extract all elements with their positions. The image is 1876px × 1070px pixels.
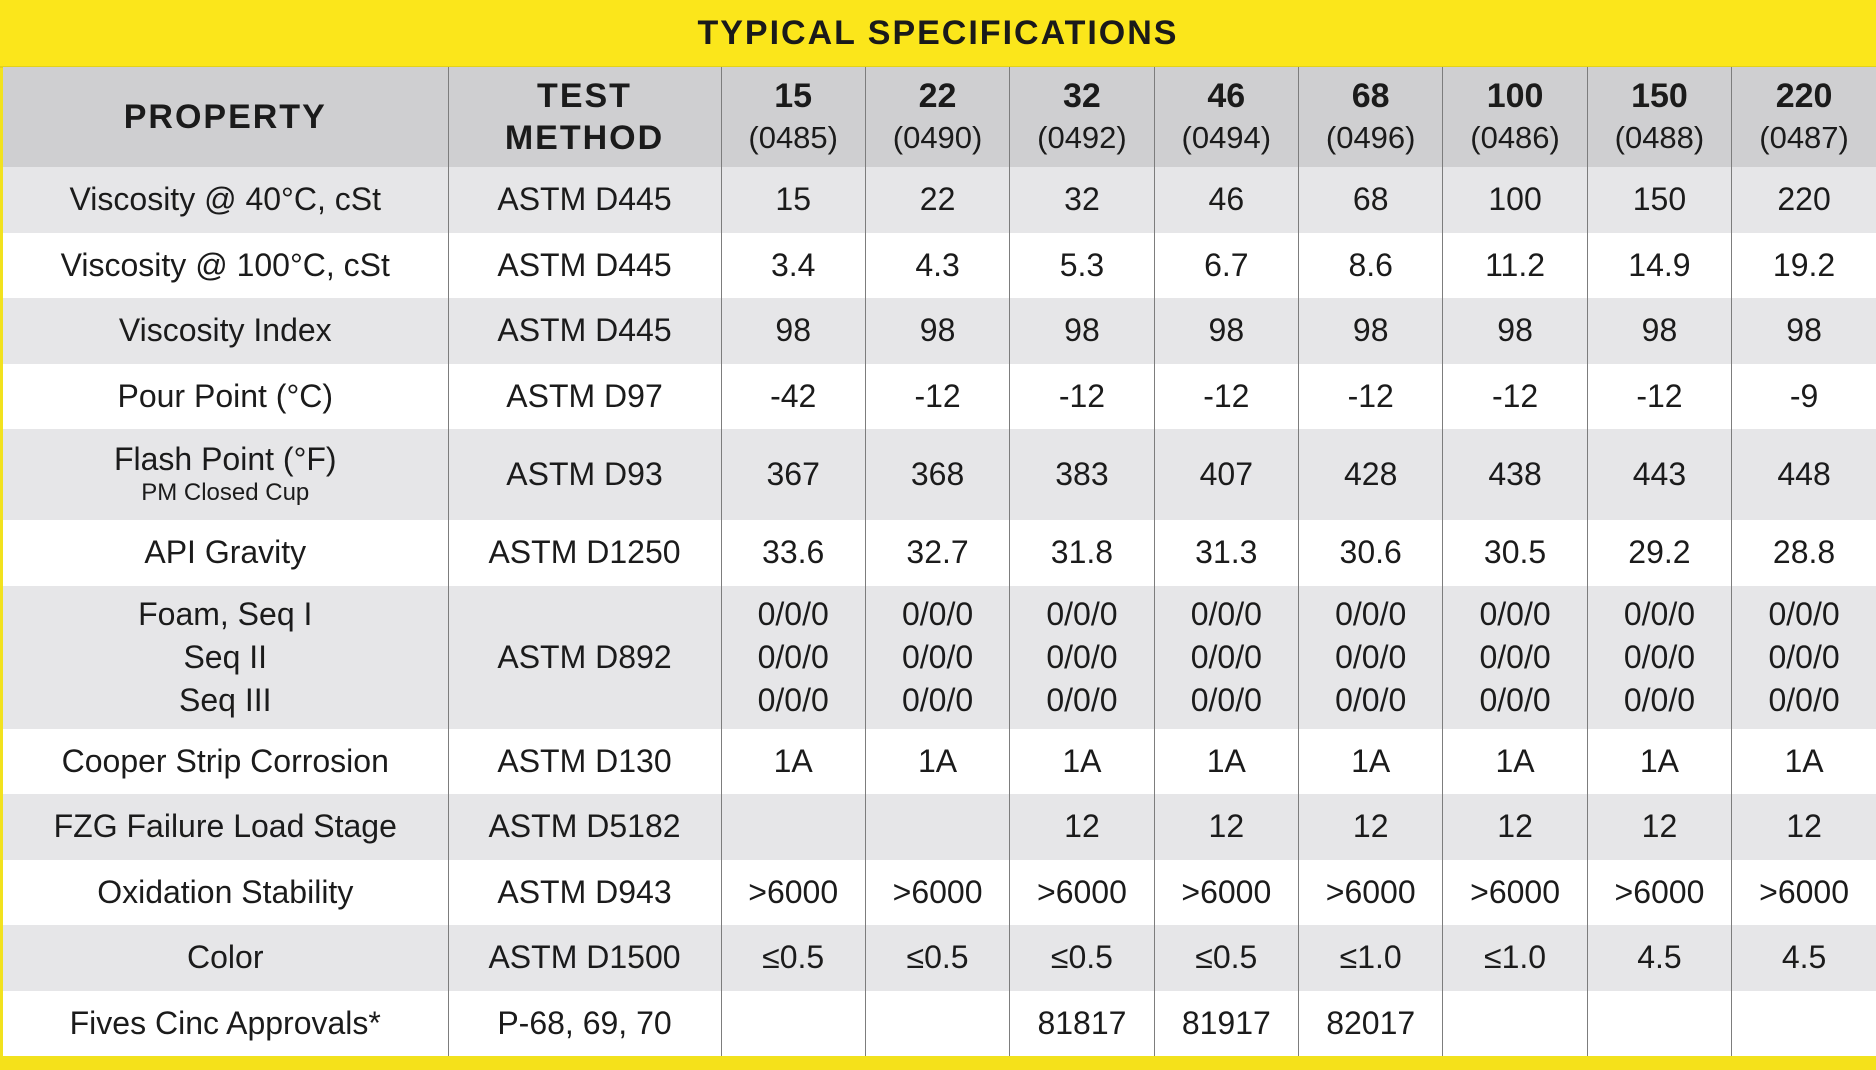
- value-line: 0/0/0: [757, 681, 829, 718]
- value-cell: >6000: [865, 860, 1009, 926]
- test-method-cell: ASTM D445: [448, 167, 721, 233]
- table-row: [3, 429, 1876, 520]
- test-method-cell: ASTM D943: [448, 860, 721, 926]
- header-grade-code: (0488): [1614, 120, 1705, 155]
- property-cell: [3, 364, 448, 430]
- value-cell: 438: [1443, 429, 1587, 520]
- value-cell: [721, 991, 865, 1057]
- header-grade-code: (0494): [1181, 120, 1272, 155]
- value-cell: ≤1.0: [1443, 925, 1587, 991]
- value-cell: 1A: [1010, 729, 1154, 795]
- table-row: [3, 167, 1876, 233]
- value-cell: 31.8: [1010, 520, 1154, 586]
- header-method-line1: TEST: [537, 77, 632, 115]
- property-label: Viscosity Index: [118, 312, 332, 349]
- value-line: 0/0/0: [1768, 595, 1840, 632]
- value-cell: [721, 794, 865, 860]
- value-cell: [1732, 586, 1876, 729]
- property-cell: [3, 925, 448, 991]
- property-sublabel: PM Closed Cup: [141, 479, 310, 506]
- value-cell: -12: [1443, 364, 1587, 430]
- value-cell: 12: [1732, 794, 1876, 860]
- value-cell: 98: [1732, 298, 1876, 364]
- value-cell: [865, 794, 1009, 860]
- property-label: Cooper Strip Corrosion: [61, 742, 389, 779]
- value-cell: ≤0.5: [865, 925, 1009, 991]
- value-line: 0/0/0: [1623, 681, 1696, 718]
- header-grade: [1154, 67, 1298, 167]
- header-grade-code: (0496): [1325, 120, 1416, 155]
- header-grade-number: 32: [1063, 77, 1101, 115]
- table-row: [3, 233, 1876, 299]
- value-cell: 1A: [1154, 729, 1298, 795]
- header-grade-number: 22: [918, 77, 957, 115]
- test-method-cell: ASTM D93: [448, 429, 721, 520]
- header-property: [3, 67, 448, 167]
- header-grade: [721, 67, 865, 167]
- value-cell: ≤1.0: [1299, 925, 1443, 991]
- value-cell: [1587, 586, 1731, 729]
- value-line: 0/0/0: [901, 638, 974, 675]
- value-cell: >6000: [1443, 860, 1587, 926]
- value-cell: ≤0.5: [721, 925, 865, 991]
- value-cell: 98: [1443, 298, 1587, 364]
- value-cell: 6.7: [1154, 233, 1298, 299]
- value-cell: [721, 586, 865, 729]
- value-cell: 367: [721, 429, 865, 520]
- value-cell: 1A: [721, 729, 865, 795]
- property-label: Viscosity @ 40°C, cSt: [69, 181, 381, 218]
- table-row: [3, 298, 1876, 364]
- value-cell: 12: [1443, 794, 1587, 860]
- value-cell: [1443, 586, 1587, 729]
- table-title: TYPICAL SPECIFICATIONS: [697, 13, 1179, 52]
- test-method-cell: ASTM D1250: [448, 520, 721, 586]
- header-row: [3, 67, 1876, 167]
- value-cell: 12: [1010, 794, 1154, 860]
- header-grade: [1587, 67, 1731, 167]
- value-cell: 46: [1154, 167, 1298, 233]
- header-grade-code: (0485): [748, 120, 838, 155]
- value-cell: [1587, 991, 1731, 1057]
- value-cell: 1A: [1732, 729, 1876, 795]
- value-cell: 150: [1587, 167, 1731, 233]
- property-cell: [3, 233, 448, 299]
- specifications-table: [3, 67, 1876, 1056]
- property-label: FZG Failure Load Stage: [53, 808, 397, 845]
- value-cell: -12: [1587, 364, 1731, 430]
- value-cell: 98: [1154, 298, 1298, 364]
- value-cell: 3.4: [721, 233, 865, 299]
- value-line: 0/0/0: [1623, 595, 1696, 632]
- value-cell: 4.5: [1732, 925, 1876, 991]
- value-cell: 15: [721, 167, 865, 233]
- table-row: [3, 991, 1876, 1057]
- header-grade-number: 220: [1775, 77, 1833, 115]
- value-line: 0/0/0: [1190, 595, 1262, 632]
- value-cell: 100: [1443, 167, 1587, 233]
- property-label: Pour Point (°C): [117, 377, 334, 414]
- value-cell: 98: [721, 298, 865, 364]
- value-cell: [865, 991, 1009, 1057]
- table-body: [3, 167, 1876, 1056]
- test-method-cell: P-68, 69, 70: [448, 991, 721, 1057]
- value-line: 0/0/0: [757, 595, 829, 632]
- value-cell: >6000: [1587, 860, 1731, 926]
- value-line: 0/0/0: [1190, 681, 1262, 718]
- value-line: 0/0/0: [1768, 638, 1840, 675]
- table-row: [3, 586, 1876, 729]
- value-cell: >6000: [1732, 860, 1876, 926]
- table-row: [3, 860, 1876, 926]
- value-cell: 12: [1587, 794, 1731, 860]
- header-property-label: PROPERTY: [123, 98, 327, 136]
- table-row: [3, 794, 1876, 860]
- property-cell: [3, 991, 448, 1057]
- value-cell: 5.3: [1010, 233, 1154, 299]
- test-method-cell: ASTM D5182: [448, 794, 721, 860]
- test-method-cell: ASTM D445: [448, 298, 721, 364]
- value-cell: 8.6: [1299, 233, 1443, 299]
- value-cell: 81817: [1010, 991, 1154, 1057]
- value-cell: -12: [1010, 364, 1154, 430]
- value-line: 0/0/0: [901, 595, 974, 632]
- value-cell: 31.3: [1154, 520, 1298, 586]
- value-cell: [1443, 991, 1587, 1057]
- value-cell: 28.8: [1732, 520, 1876, 586]
- test-method-cell: ASTM D1500: [448, 925, 721, 991]
- value-cell: 82017: [1299, 991, 1443, 1057]
- property-cell: [3, 298, 448, 364]
- value-cell: 448: [1732, 429, 1876, 520]
- value-cell: 14.9: [1587, 233, 1731, 299]
- header-grade-number: 46: [1207, 77, 1246, 115]
- value-cell: 11.2: [1443, 233, 1587, 299]
- value-cell: 407: [1154, 429, 1298, 520]
- value-line: 0/0/0: [1335, 681, 1407, 718]
- value-cell: 19.2: [1732, 233, 1876, 299]
- property-label: Flash Point (°F): [113, 441, 337, 477]
- value-line: 0/0/0: [1335, 595, 1407, 632]
- title-bar: [0, 0, 1876, 68]
- value-cell: 98: [1587, 298, 1731, 364]
- value-cell: [1010, 586, 1154, 729]
- property-cell: [3, 729, 448, 795]
- value-cell: 30.6: [1299, 520, 1443, 586]
- header-grade: [1299, 67, 1443, 167]
- test-method-cell: ASTM D130: [448, 729, 721, 795]
- value-line: 0/0/0: [1046, 638, 1118, 675]
- header-grade: [1010, 67, 1154, 167]
- value-cell: [865, 586, 1009, 729]
- property-cell: [3, 429, 448, 520]
- header-grade-number: 68: [1351, 77, 1390, 115]
- value-cell: 4.3: [865, 233, 1009, 299]
- header-grade-number: 150: [1631, 77, 1688, 115]
- value-cell: ≤0.5: [1010, 925, 1154, 991]
- header-test-method: [448, 67, 721, 167]
- value-cell: >6000: [1299, 860, 1443, 926]
- header-grade: [865, 67, 1009, 167]
- value-line: 0/0/0: [901, 681, 974, 718]
- header-grade-code: (0487): [1759, 120, 1849, 155]
- value-cell: 32: [1010, 167, 1154, 233]
- property-label: API Gravity: [144, 534, 307, 571]
- value-cell: -12: [865, 364, 1009, 430]
- table-row: [3, 364, 1876, 430]
- bottom-bar: [0, 1059, 1876, 1070]
- value-cell: 33.6: [721, 520, 865, 586]
- value-line: 0/0/0: [1046, 681, 1118, 718]
- value-line: 0/0/0: [1479, 595, 1551, 632]
- value-cell: [1299, 586, 1443, 729]
- property-label: Color: [187, 939, 264, 976]
- value-cell: -42: [721, 364, 865, 430]
- value-cell: 98: [865, 298, 1009, 364]
- value-cell: 32.7: [865, 520, 1009, 586]
- value-line: 0/0/0: [757, 638, 829, 675]
- value-cell: 30.5: [1443, 520, 1587, 586]
- value-cell: 443: [1587, 429, 1731, 520]
- value-line: 0/0/0: [1190, 638, 1262, 675]
- value-cell: 1A: [1299, 729, 1443, 795]
- table-row: [3, 925, 1876, 991]
- test-method-cell: ASTM D445: [448, 233, 721, 299]
- property-label: Viscosity @ 100°C, cSt: [60, 246, 390, 283]
- value-cell: 1A: [865, 729, 1009, 795]
- value-line: 0/0/0: [1335, 638, 1407, 675]
- value-cell: >6000: [721, 860, 865, 926]
- header-grade-number: 100: [1486, 77, 1544, 115]
- header-grade-number: 15: [774, 77, 813, 115]
- value-cell: -12: [1154, 364, 1298, 430]
- test-method-cell: ASTM D892: [448, 586, 721, 729]
- value-cell: >6000: [1010, 860, 1154, 926]
- property-line: Seq III: [179, 681, 272, 718]
- value-cell: >6000: [1154, 860, 1298, 926]
- header-grade: [1732, 67, 1876, 167]
- value-cell: 98: [1299, 298, 1443, 364]
- value-cell: 12: [1299, 794, 1443, 860]
- header-grade-code: (0492): [1037, 120, 1127, 155]
- property-cell: [3, 794, 448, 860]
- header-method-line2: METHOD: [504, 119, 665, 157]
- value-cell: 1A: [1587, 729, 1731, 795]
- header-grade: [1443, 67, 1587, 167]
- value-cell: 12: [1154, 794, 1298, 860]
- value-cell: 81917: [1154, 991, 1298, 1057]
- value-cell: 22: [865, 167, 1009, 233]
- value-cell: 428: [1299, 429, 1443, 520]
- value-cell: 68: [1299, 167, 1443, 233]
- property-cell: [3, 167, 448, 233]
- table-row: [3, 520, 1876, 586]
- value-cell: [1154, 586, 1298, 729]
- value-cell: 29.2: [1587, 520, 1731, 586]
- property-line: Foam, Seq I: [138, 595, 313, 632]
- value-cell: -9: [1732, 364, 1876, 430]
- property-cell: [3, 860, 448, 926]
- value-cell: 98: [1010, 298, 1154, 364]
- property-label: Oxidation Stability: [97, 873, 354, 910]
- test-method-cell: ASTM D97: [448, 364, 721, 430]
- property-label: Fives Cinc Approvals*: [69, 1004, 381, 1041]
- value-line: 0/0/0: [1623, 638, 1696, 675]
- value-cell: 1A: [1443, 729, 1587, 795]
- value-line: 0/0/0: [1046, 595, 1118, 632]
- value-line: 0/0/0: [1479, 638, 1551, 675]
- property-line: Seq II: [183, 638, 268, 675]
- property-cell: [3, 586, 448, 729]
- table-row: [3, 729, 1876, 795]
- header-grade-code: (0490): [892, 120, 983, 155]
- header-grade-code: (0486): [1470, 120, 1560, 155]
- value-cell: 4.5: [1587, 925, 1731, 991]
- value-line: 0/0/0: [1479, 681, 1551, 718]
- value-cell: 220: [1732, 167, 1876, 233]
- value-cell: 383: [1010, 429, 1154, 520]
- value-cell: [1732, 991, 1876, 1057]
- value-cell: 368: [865, 429, 1009, 520]
- value-cell: -12: [1299, 364, 1443, 430]
- value-line: 0/0/0: [1768, 681, 1840, 718]
- value-cell: ≤0.5: [1154, 925, 1298, 991]
- property-cell: [3, 520, 448, 586]
